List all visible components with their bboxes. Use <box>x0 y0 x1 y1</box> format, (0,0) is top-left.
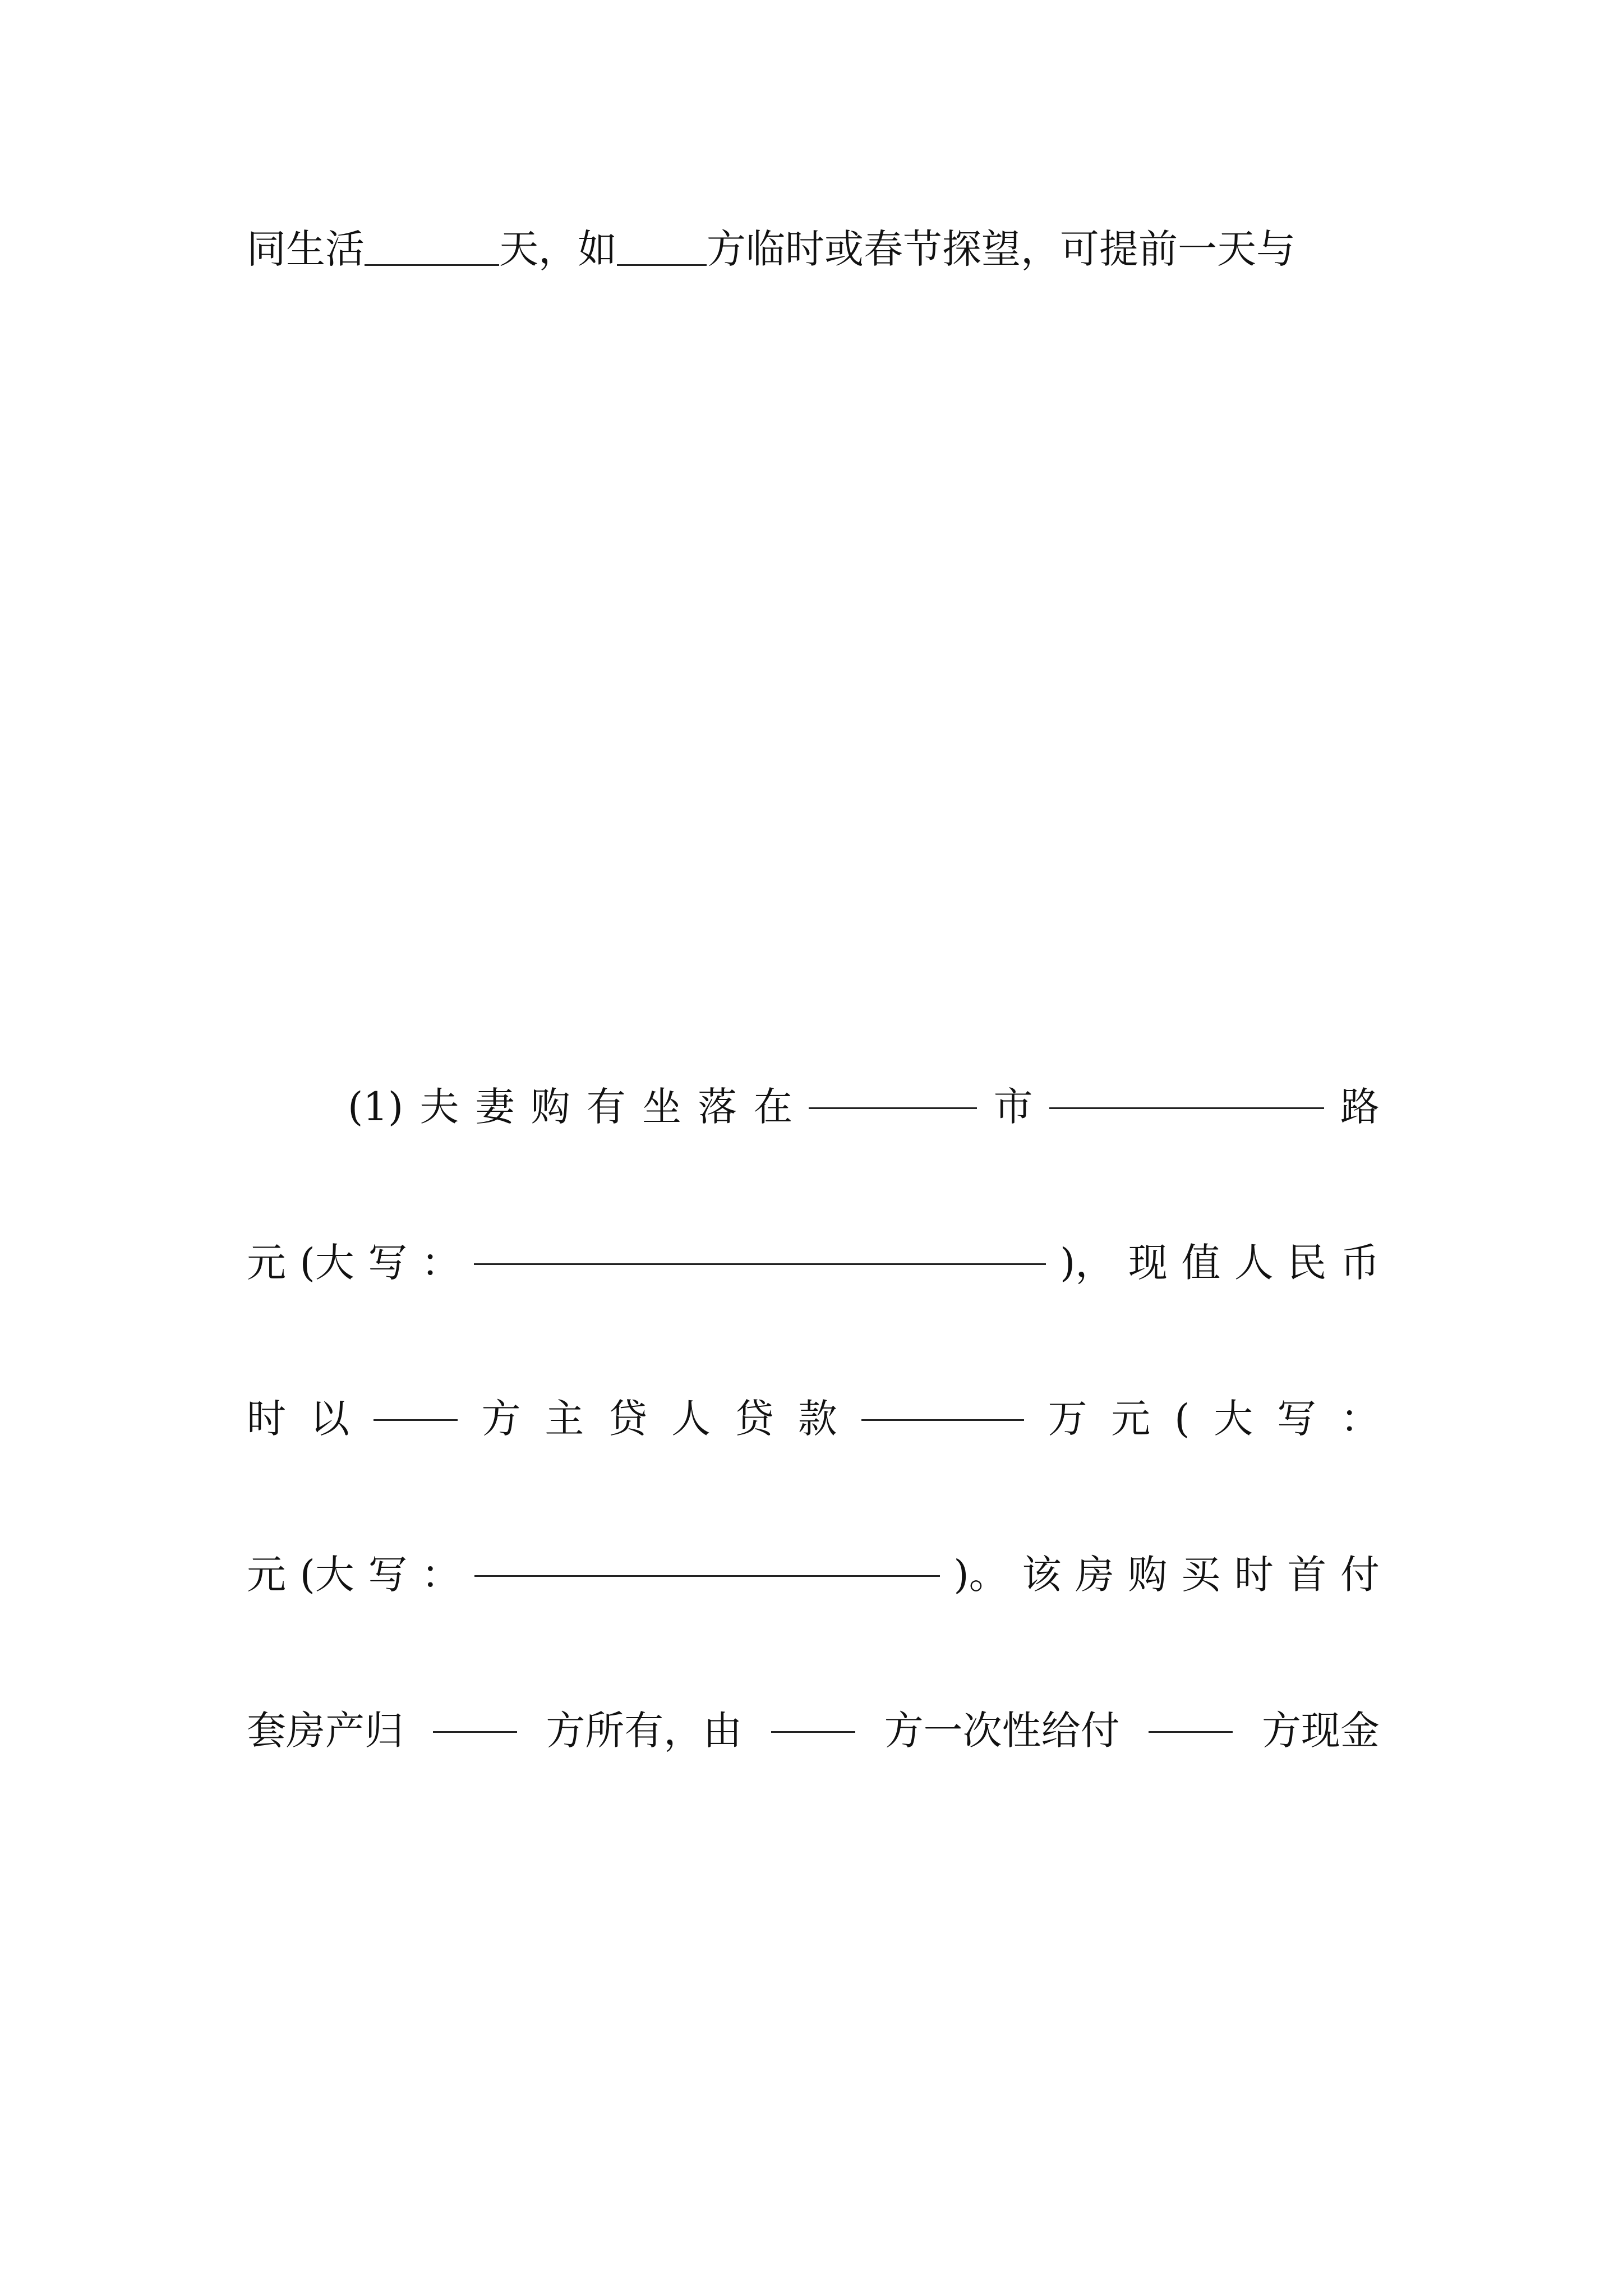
text-run: ： <box>1340 1396 1380 1442</box>
blank-field[interactable] <box>474 1224 1046 1265</box>
text-run: 方临时或春节探望，可提前一天与 <box>707 226 1295 272</box>
text-run: 币 <box>1340 1240 1380 1286</box>
paragraph-line <box>247 1224 1380 1302</box>
text-run: 购 <box>531 1084 570 1130</box>
text-run: 坐 <box>642 1084 681 1130</box>
blank-field[interactable] <box>433 1692 517 1733</box>
blank-field[interactable] <box>617 225 707 266</box>
text-run: 方现金 <box>1261 1708 1380 1754</box>
text-run: (大 <box>299 1240 354 1286</box>
text-run: 在 <box>753 1084 793 1130</box>
text-run: 同生活 <box>247 226 365 272</box>
blank-field[interactable] <box>1149 1692 1233 1733</box>
text-run: 付 <box>1340 1552 1380 1598</box>
text-run: 现 <box>1128 1240 1168 1286</box>
blank-field[interactable] <box>809 1068 977 1109</box>
text-run: 元 <box>247 1240 286 1286</box>
text-run: 妻 <box>475 1084 515 1130</box>
text-run: 万 <box>1048 1396 1087 1442</box>
paragraph-line <box>247 1380 1380 1458</box>
text-run: 写 <box>368 1240 408 1286</box>
paragraph-line <box>247 1926 1380 2004</box>
text-run: 套房产归 <box>247 1708 404 1754</box>
blank-field[interactable] <box>861 1380 1024 1421</box>
text-run: 民 <box>1287 1240 1327 1286</box>
paragraph-line <box>247 288 1380 366</box>
text-run: 贷 <box>608 1396 648 1442</box>
document-body <box>247 210 1380 2082</box>
paragraph-line <box>247 2004 1380 2082</box>
paragraph-line <box>247 912 1380 990</box>
text-run: 天，如 <box>499 226 617 272</box>
text-run: 方 <box>481 1396 521 1442</box>
text-run: 款 <box>797 1396 837 1442</box>
text-run: 人 <box>671 1396 711 1442</box>
text-run: )。 <box>953 1552 1008 1598</box>
text-run: )， <box>1059 1240 1115 1286</box>
text-run: 方所有，由 <box>546 1708 743 1754</box>
blank-field[interactable] <box>1049 1068 1324 1109</box>
text-run: 首 <box>1287 1552 1327 1598</box>
text-run: 夫 <box>419 1084 459 1130</box>
blank-field[interactable] <box>365 225 499 266</box>
text-run: 时 <box>247 1396 286 1442</box>
text-run: 写 <box>1277 1396 1317 1442</box>
paragraph-line <box>247 1068 1380 1146</box>
text-run: ( <box>1174 1396 1190 1442</box>
paragraph-line <box>247 1536 1380 1614</box>
text-run: 落 <box>698 1084 737 1130</box>
paragraph-line <box>247 1458 1380 1536</box>
text-run: 购 <box>1128 1552 1168 1598</box>
text-run: 该 <box>1022 1552 1062 1598</box>
subsection-heading <box>247 756 1380 834</box>
text-run: ： <box>421 1240 460 1286</box>
paragraph-line <box>247 1146 1380 1224</box>
text-run: 时 <box>1234 1552 1274 1598</box>
text-run: ： <box>421 1552 461 1598</box>
blank-field[interactable] <box>474 1536 940 1577</box>
text-run: 值 <box>1181 1240 1221 1286</box>
paragraph-line <box>247 600 1380 678</box>
text-run: 元 <box>1111 1396 1151 1442</box>
text-run: 贷 <box>734 1396 774 1442</box>
text-run: (大 <box>299 1552 354 1598</box>
paragraph-line <box>247 522 1380 600</box>
text-run: 元 <box>247 1552 286 1598</box>
text-run: 写 <box>368 1552 408 1598</box>
paragraph-line <box>247 1302 1380 1380</box>
blank-field[interactable] <box>771 1692 855 1733</box>
text-run: 人 <box>1234 1240 1274 1286</box>
text-run: (1) <box>348 1084 404 1130</box>
text-run: 以 <box>310 1396 349 1442</box>
text-run: 市 <box>993 1084 1033 1130</box>
paragraph-line <box>247 1848 1380 1926</box>
text-run: 大 <box>1214 1396 1253 1442</box>
paragraph-line <box>247 834 1380 912</box>
paragraph-line <box>247 210 1380 288</box>
blank-field[interactable] <box>374 1380 458 1421</box>
text-run: 有 <box>586 1084 626 1130</box>
text-run: 方一次性给付 <box>884 1708 1120 1754</box>
paragraph-line <box>247 444 1380 522</box>
paragraph-line <box>247 1770 1380 1848</box>
text-run: 主 <box>545 1396 584 1442</box>
section-heading <box>247 678 1380 756</box>
text-run: 路 <box>1340 1084 1380 1130</box>
paragraph-line <box>247 366 1380 444</box>
paragraph-line <box>247 1614 1380 1692</box>
subsection-heading <box>247 990 1380 1068</box>
paragraph-line <box>247 1692 1380 1770</box>
text-run: 买 <box>1181 1552 1221 1598</box>
text-run: 房 <box>1075 1552 1114 1598</box>
